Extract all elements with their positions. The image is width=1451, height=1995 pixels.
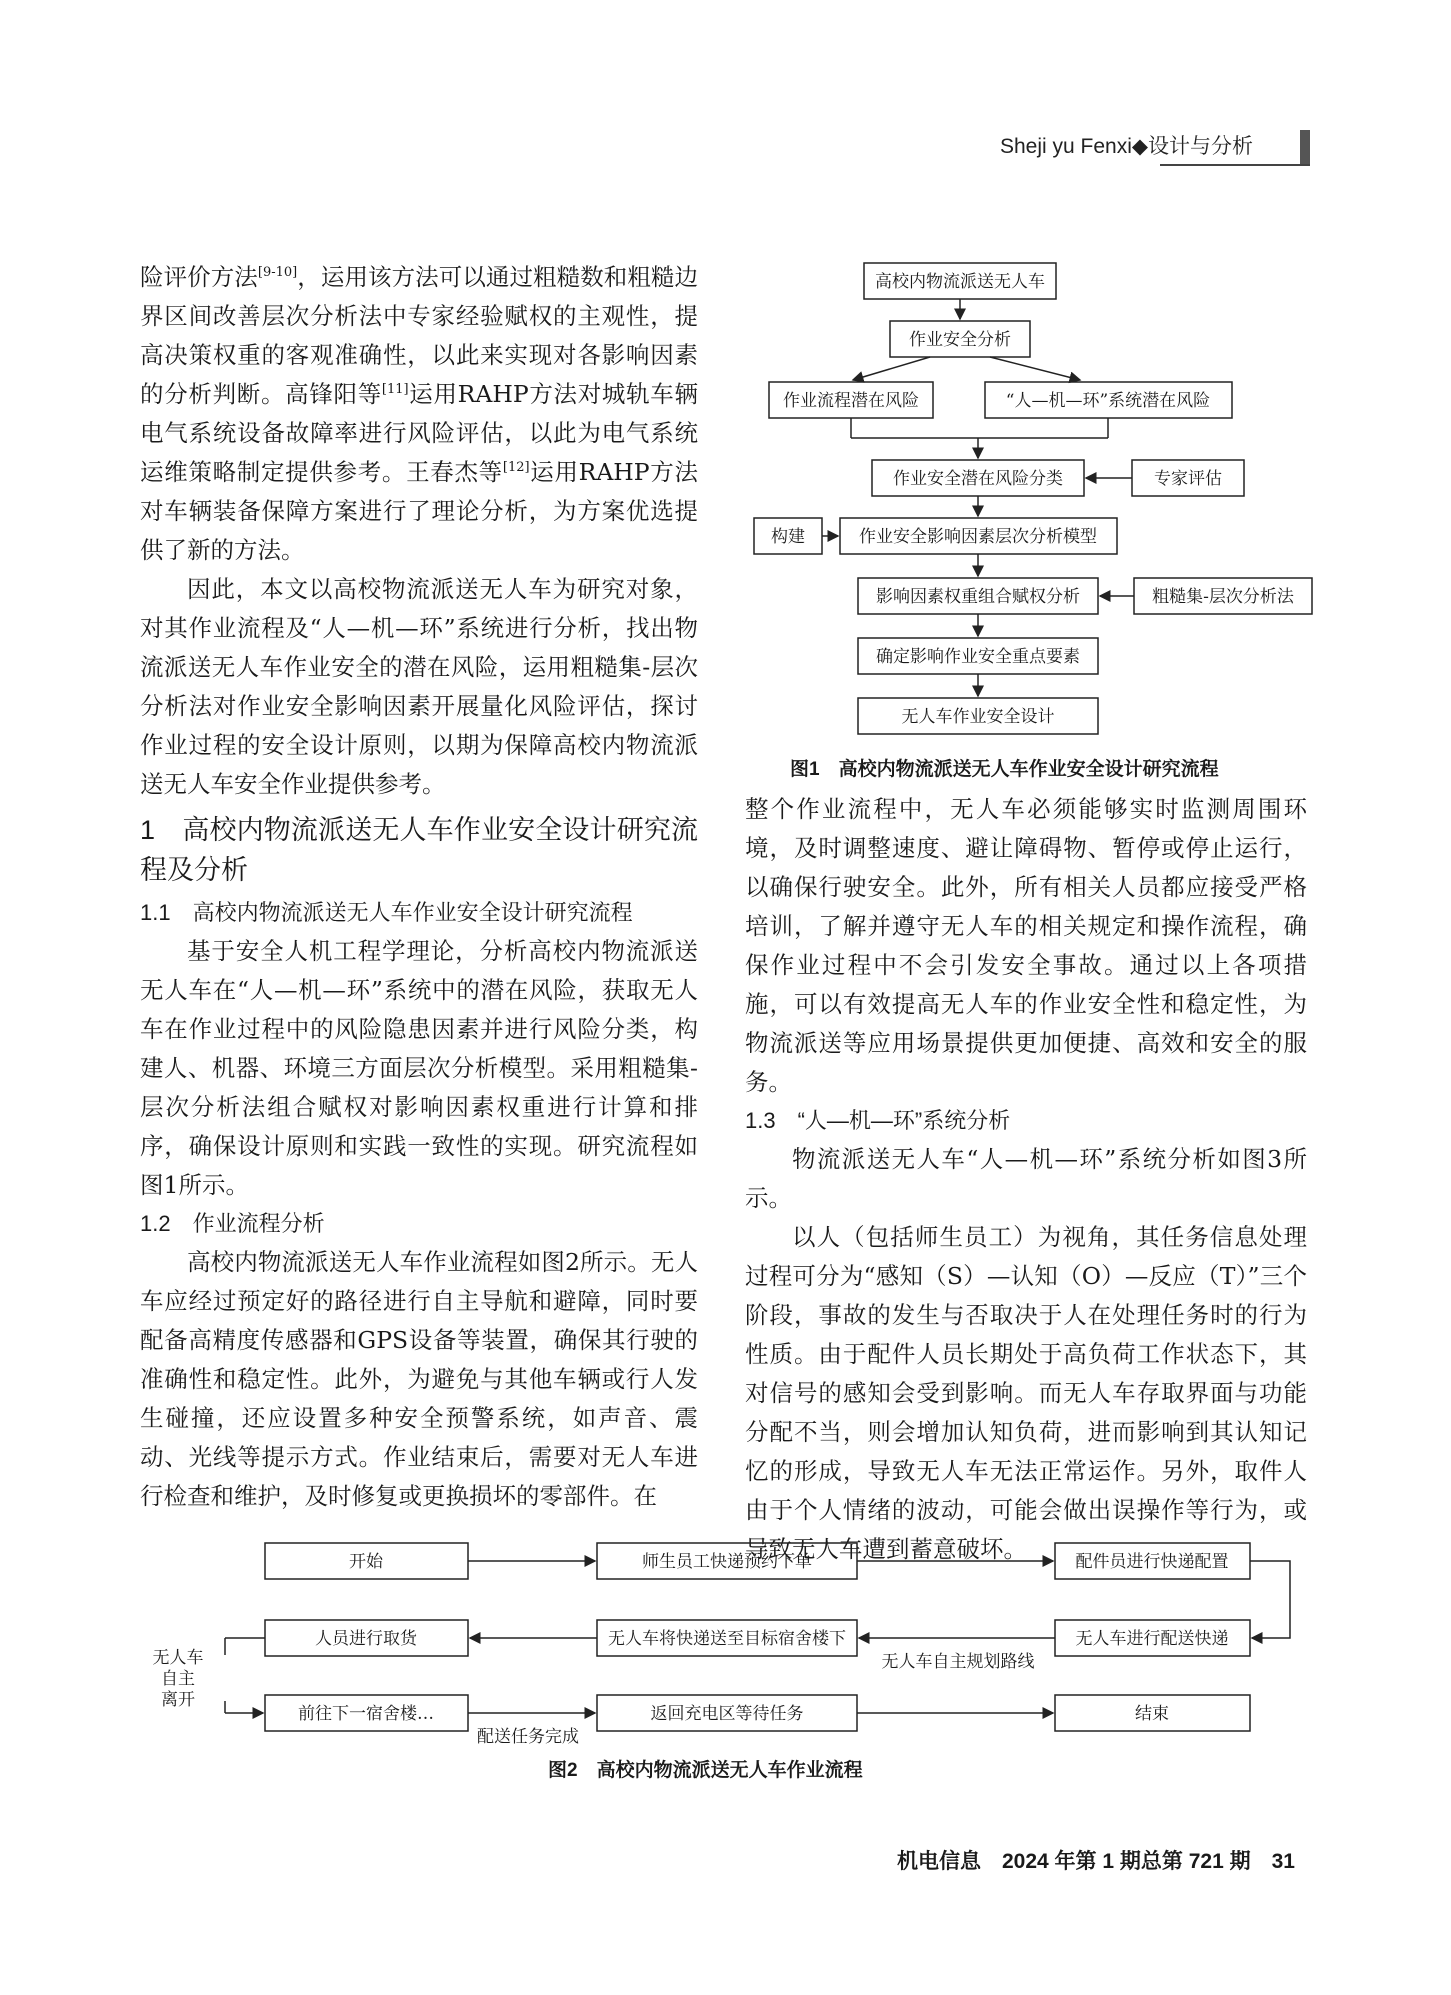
fig2-label: 开始 [349,1552,383,1572]
right-column [745,790,1307,1569]
page-footer: 机电信息 2024 年第 1 期总第 721 期 31 [897,1850,1295,1873]
fig2-label: 配件员进行快递配置 [1075,1552,1229,1572]
paragraph-6: 物流派送无人车“人—机—环”系统分析如图3所示。 [745,1145,1307,1212]
section-heading-1-2: 1.2 作业流程分析 [140,1211,325,1236]
paragraph-1: 险评价方法[9-10]，运用该方法可以通过粗糙数和粗糙边界区间改善层次分析法中专家经验赋权的主观性，提高决策权重的客观准确性，以此来实现对各影响因素的分析判断。高锋阳等[11]运用RAHP方法对城轨车辆电气系统设备故障率进行风险评估，以此为电气系统运维策略制定提供参考。王春杰等[12]运用RAHP方法对车辆装备保障方案进行了理论分析，为方案优选提供了新的方法。 [140,263,699,564]
fig2-label: 无人车将快递送至目标宿舍楼下 [608,1629,846,1649]
paragraph-5: 整个作业流程中，无人车必须能够实时监测周围环境，及时调整速度、避让障碍物、暂停或停止运行，以确保行驶安全。此外，所有相关人员都应接受严格培训，了解并遵守无人车的相关规定和操作流程，确保作业过程中不会引发安全事故。通过以上各项措施，可以有效提高无人车的作业安全性和稳定性，为物流派送等应用场景提供更加便捷、高效和安全的服务。 [745,795,1307,1096]
fig2-label: 无人车进行配送快递 [1075,1629,1229,1649]
header-rule [1160,164,1310,166]
citation: [9-10] [257,265,298,281]
fig1-label: 粗糙集-层次分析法 [1152,587,1294,607]
fig2-side-label: 离开 [161,1690,195,1710]
fig1-label: 作业安全分析 [909,330,1011,350]
fig2-edge-label: 配送任务完成 [477,1727,579,1745]
fig2-side-label: 无人车 [152,1648,204,1668]
fig1-label: 构建 [771,527,805,547]
fig1-label: “人—机—环”系统潜在风险 [1005,391,1211,411]
fig2-edge-label: 无人车自主规划路线 [881,1652,1035,1672]
figure-2-flowchart [150,1535,1320,1745]
fig1-label: 作业流程潜在风险 [783,391,919,411]
fig2-label: 师生员工快递预约下单 [642,1552,812,1572]
paragraph-3: 基于安全人机工程学理论，分析高校内物流派送无人车在“人—机—环”系统中的潜在风险，获取无人车在作业过程中的风险隐患因素并进行风险分类，构建人、机器、环境三方面层次分析模型。采用粗糙集-层次分析法组合赋权对影响因素权重进行计算和排序，确保设计原则和实践一致性的实现。研究流程如图1所示。 [140,937,698,1199]
paragraph-2: 因此，本文以高校物流派送无人车为研究对象，对其作业流程及“人—机—环”系统进行分析，找出物流派送无人车作业安全的潜在风险，运用粗糙集-层次分析法对作业安全影响因素开展量化风险评估，探讨作业过程的安全设计原则，以期为保障高校内物流派送无人车安全作业提供参考。 [140,575,698,798]
citation: [12] [502,460,530,476]
paragraph-7: 以人（包括师生员工）为视角，其任务信息处理过程可分为“感知（S）—认知（O）—反应（T）”三个阶段，事故的发生与否取决于人在处理任务时的行为性质。由于配件人员长期处于高负荷工作状态下，其对信号的感知会受到影响。而无人车存取界面与功能分配不当，则会增加认知负荷，进而影响到其认知记忆的形成，导致无人车无法正常运作。另外，取件人由于个人情绪的波动，可能会做出误操作等行为，或导致无人车遭到蓄意破坏。 [745,1223,1307,1563]
figure-1-caption: 图1 高校内物流派送无人车作业安全设计研究流程 [790,759,1219,780]
fig2-label: 结束 [1135,1704,1169,1724]
fig1-label: 作业安全影响因素层次分析模型 [859,527,1097,547]
citation: [11] [381,382,409,398]
fig2-label: 前往下一宿舍楼… [298,1704,434,1724]
figure-2-caption: 图2 高校内物流派送无人车作业流程 [548,1760,863,1781]
header-bar [1300,130,1310,164]
section-heading-1-1: 1.1 高校内物流派送无人车作业安全设计研究流程 [140,900,633,925]
fig1-label: 影响因素权重组合赋权分析 [876,587,1080,607]
fig2-label: 人员进行取货 [315,1629,417,1649]
running-header: Sheji yu Fenxi◆设计与分析 [1000,135,1254,158]
section-heading-1-3: 1.3 “人—机—环”系统分析 [745,1108,1011,1133]
section-heading-1: 1 高校内物流派送无人车作业安全设计研究流程及分析 [140,815,698,885]
fig1-label: 无人车作业安全设计 [901,707,1055,727]
fig1-label: 专家评估 [1154,469,1222,489]
fig1-label: 确定影响作业安全重点要素 [876,647,1080,667]
paragraph-4: 高校内物流派送无人车作业流程如图2所示。无人车应经过预定好的路径进行自主导航和避障，同时要配备高精度传感器和GPS设备等装置，确保其行驶的准确性和稳定性。此外，为避免与其他车辆或行人发生碰撞，还应设置多种安全预警系统，如声音、震动、光线等提示方式。作业结束后，需要对无人车进行检查和维护，及时修复或更换损坏的零部件。在 [140,1248,698,1510]
figure-1-flowchart [740,255,1320,740]
left-column [140,258,698,1516]
fig2-label: 返回充电区等待任务 [650,1704,804,1724]
fig1-label: 作业安全潜在风险分类 [893,469,1063,489]
fig1-label: 高校内物流派送无人车 [875,272,1045,292]
fig2-side-label: 自主 [161,1669,195,1689]
